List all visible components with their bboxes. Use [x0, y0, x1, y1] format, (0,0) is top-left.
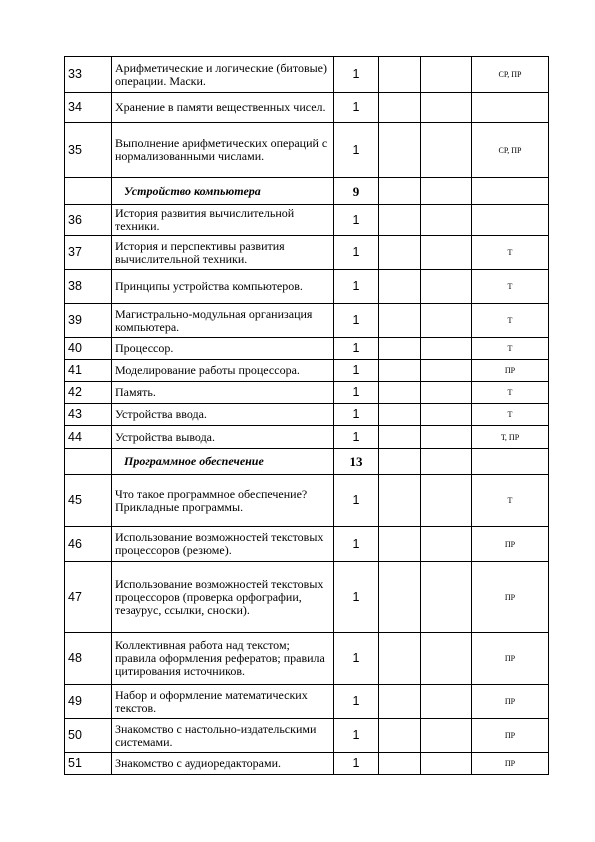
- empty-cell: [421, 338, 472, 360]
- empty-cell: [379, 685, 421, 719]
- lesson-number: 36: [65, 205, 112, 236]
- empty-cell: [379, 633, 421, 685]
- lesson-number: 39: [65, 304, 112, 338]
- control-form: ПР: [472, 633, 549, 685]
- section-row: [65, 178, 549, 205]
- control-form: [472, 178, 549, 205]
- lesson-topic: Моделирование работы процессора.: [112, 360, 334, 382]
- lesson-topic: Магистрально-модульная организация компьютера.: [112, 304, 334, 338]
- empty-cell: [421, 426, 472, 449]
- empty-cell: [379, 57, 421, 93]
- control-form: Т: [472, 404, 549, 426]
- empty-cell: [421, 178, 472, 205]
- table-row: [65, 270, 549, 304]
- empty-cell: [379, 205, 421, 236]
- lesson-hours: 1: [334, 382, 379, 404]
- empty-cell: [421, 404, 472, 426]
- section-number: [65, 178, 112, 205]
- lesson-number: 49: [65, 685, 112, 719]
- empty-cell: [379, 719, 421, 753]
- table-row: [65, 475, 549, 527]
- lesson-number: 38: [65, 270, 112, 304]
- lesson-number: 41: [65, 360, 112, 382]
- control-form: Т: [472, 270, 549, 304]
- lesson-topic: Устройства вывода.: [112, 426, 334, 449]
- lesson-hours: 1: [334, 719, 379, 753]
- table-row: [65, 753, 549, 775]
- lesson-number: 42: [65, 382, 112, 404]
- table-row: [65, 338, 549, 360]
- lesson-topic: История развития вычислительной техники.: [112, 205, 334, 236]
- control-form: [472, 205, 549, 236]
- lesson-hours: 1: [334, 57, 379, 93]
- lesson-hours: 1: [334, 93, 379, 123]
- lesson-hours: 1: [334, 304, 379, 338]
- lesson-number: 35: [65, 123, 112, 178]
- lesson-hours: 1: [334, 562, 379, 633]
- empty-cell: [379, 360, 421, 382]
- empty-cell: [421, 633, 472, 685]
- empty-cell: [421, 475, 472, 527]
- table-row: [65, 382, 549, 404]
- lesson-topic: Устройства ввода.: [112, 404, 334, 426]
- lesson-hours: 1: [334, 475, 379, 527]
- table-row: [65, 719, 549, 753]
- table-row: [65, 685, 549, 719]
- lesson-topic: Коллективная работа над текстом; правила оформления рефератов; правила цитирования источников.: [112, 633, 334, 685]
- table-row: [65, 562, 549, 633]
- control-form: [472, 93, 549, 123]
- lesson-hours: 1: [334, 404, 379, 426]
- control-form: ПР: [472, 562, 549, 633]
- section-title: Устройство компьютера: [112, 178, 334, 205]
- section-row: [65, 449, 549, 475]
- empty-cell: [379, 753, 421, 775]
- empty-cell: [379, 236, 421, 270]
- empty-cell: [421, 360, 472, 382]
- lesson-topic: Арифметические и логические (битовые) операции. Маски.: [112, 57, 334, 93]
- control-form: Т: [472, 382, 549, 404]
- control-form: Т: [472, 304, 549, 338]
- lesson-topic: Знакомство с аудиоредакторами.: [112, 753, 334, 775]
- lesson-plan-body: [65, 57, 549, 775]
- empty-cell: [421, 205, 472, 236]
- control-form: ПР: [472, 719, 549, 753]
- control-form: СР, ПР: [472, 123, 549, 178]
- lesson-topic: История и перспективы развития вычислительной техники.: [112, 236, 334, 270]
- lesson-hours: 1: [334, 338, 379, 360]
- empty-cell: [421, 304, 472, 338]
- lesson-hours: 1: [334, 360, 379, 382]
- control-form: Т: [472, 338, 549, 360]
- table-row: [65, 404, 549, 426]
- empty-cell: [379, 562, 421, 633]
- lesson-hours: 1: [334, 633, 379, 685]
- control-form: ПР: [472, 527, 549, 562]
- lesson-topic: Знакомство с настольно-издательскими системами.: [112, 719, 334, 753]
- lesson-number: 45: [65, 475, 112, 527]
- lesson-hours: 1: [334, 123, 379, 178]
- empty-cell: [421, 685, 472, 719]
- lesson-hours: 1: [334, 527, 379, 562]
- control-form: Т: [472, 475, 549, 527]
- control-form: ПР: [472, 685, 549, 719]
- table-row: [65, 426, 549, 449]
- lesson-number: 50: [65, 719, 112, 753]
- empty-cell: [421, 527, 472, 562]
- empty-cell: [421, 449, 472, 475]
- lesson-topic: Выполнение арифметических операций с нормализованными числами.: [112, 123, 334, 178]
- lesson-topic: Использование возможностей текстовых процессоров (проверка орфографии, тезаурус, ссылки, сноски).: [112, 562, 334, 633]
- empty-cell: [421, 123, 472, 178]
- empty-cell: [421, 562, 472, 633]
- empty-cell: [379, 338, 421, 360]
- lesson-number: 43: [65, 404, 112, 426]
- empty-cell: [421, 236, 472, 270]
- lesson-number: 46: [65, 527, 112, 562]
- lesson-hours: 1: [334, 426, 379, 449]
- empty-cell: [379, 270, 421, 304]
- lesson-hours: 1: [334, 685, 379, 719]
- lesson-topic: Что такое программное обеспечение? Прикладные программы.: [112, 475, 334, 527]
- control-form: ПР: [472, 753, 549, 775]
- section-hours: 13: [334, 449, 379, 475]
- lesson-number: 51: [65, 753, 112, 775]
- lesson-number: 48: [65, 633, 112, 685]
- control-form: [472, 449, 549, 475]
- empty-cell: [421, 753, 472, 775]
- table-row: [65, 633, 549, 685]
- empty-cell: [421, 382, 472, 404]
- lesson-topic: Принципы устройства компьютеров.: [112, 270, 334, 304]
- lesson-number: 34: [65, 93, 112, 123]
- table-row: [65, 236, 549, 270]
- empty-cell: [379, 527, 421, 562]
- empty-cell: [379, 123, 421, 178]
- control-form: ПР: [472, 360, 549, 382]
- table-row: [65, 205, 549, 236]
- table-row: [65, 304, 549, 338]
- lesson-topic: Процессор.: [112, 338, 334, 360]
- lesson-topic: Использование возможностей текстовых процессоров (резюме).: [112, 527, 334, 562]
- lesson-hours: 1: [334, 753, 379, 775]
- empty-cell: [379, 382, 421, 404]
- lesson-hours: 1: [334, 205, 379, 236]
- lesson-hours: 1: [334, 236, 379, 270]
- control-form: Т: [472, 236, 549, 270]
- section-title: Программное обеспечение: [112, 449, 334, 475]
- table-row: [65, 93, 549, 123]
- table-row: [65, 57, 549, 93]
- empty-cell: [379, 93, 421, 123]
- lesson-number: 47: [65, 562, 112, 633]
- lesson-topic: Память.: [112, 382, 334, 404]
- empty-cell: [421, 93, 472, 123]
- empty-cell: [379, 404, 421, 426]
- lesson-number: 40: [65, 338, 112, 360]
- empty-cell: [379, 426, 421, 449]
- lesson-number: 37: [65, 236, 112, 270]
- empty-cell: [379, 475, 421, 527]
- section-number: [65, 449, 112, 475]
- lesson-hours: 1: [334, 270, 379, 304]
- table-row: [65, 123, 549, 178]
- lesson-topic: Хранение в памяти вещественных чисел.: [112, 93, 334, 123]
- empty-cell: [421, 57, 472, 93]
- lesson-plan-table: [64, 56, 549, 775]
- table-row: [65, 527, 549, 562]
- control-form: Т, ПР: [472, 426, 549, 449]
- empty-cell: [421, 270, 472, 304]
- section-hours: 9: [334, 178, 379, 205]
- lesson-topic: Набор и оформление математических текстов.: [112, 685, 334, 719]
- empty-cell: [379, 178, 421, 205]
- empty-cell: [379, 304, 421, 338]
- lesson-number: 44: [65, 426, 112, 449]
- empty-cell: [379, 449, 421, 475]
- empty-cell: [421, 719, 472, 753]
- table-row: [65, 360, 549, 382]
- control-form: СР, ПР: [472, 57, 549, 93]
- lesson-number: 33: [65, 57, 112, 93]
